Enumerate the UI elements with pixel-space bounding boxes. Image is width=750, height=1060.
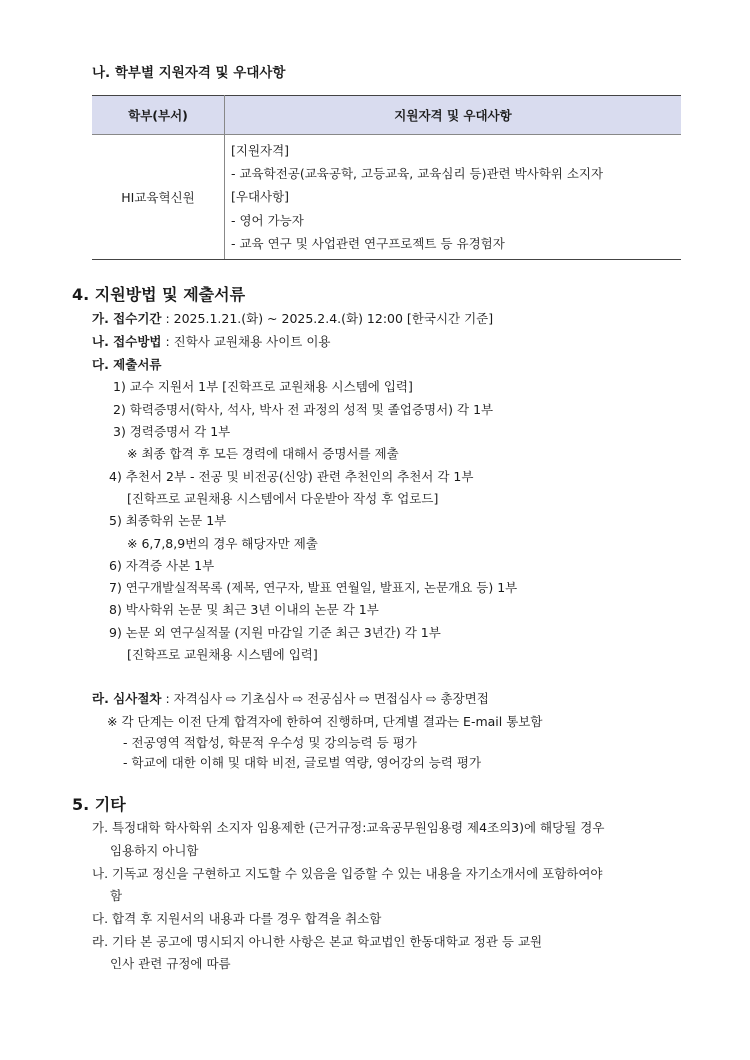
misc-item-continued: 함 xyxy=(110,888,123,903)
document-item: 8) 박사학위 논문 및 최근 3년 이내의 논문 각 1부 xyxy=(109,602,379,617)
documents-label: 다. 제출서류 xyxy=(92,357,162,372)
submission-method-text: : 진학사 교원채용 사이트 이용 xyxy=(165,334,331,349)
review-procedure-text: : 자격심사 ⇨ 기초심사 ⇨ 전공심사 ⇨ 면접심사 ⇨ 총장면접 xyxy=(165,691,489,706)
misc-item: 다. 합격 후 지원서의 내용과 다를 경우 합격을 취소함 xyxy=(92,911,382,926)
table-header-dept: 학부(부서) xyxy=(92,96,225,135)
misc-item: 라. 기타 본 공고에 명시되지 아니한 사항은 본교 학교법인 한동대학교 정관 등 교원 xyxy=(92,934,543,949)
table-header-qualifications: 지원자격 및 우대사항 xyxy=(225,96,682,135)
qualification-table xyxy=(92,95,681,260)
review-note: - 학교에 대한 이해 및 대학 비전, 글로벌 역량, 영어강의 능력 평가 xyxy=(123,755,482,770)
misc-item: 가. 특정대학 학사학위 소지자 임용제한 (근거규정:교육공무원임용령 제4조의3)에 해당될 경우 xyxy=(92,820,605,835)
section-heading-qualifications: 나. 학부별 지원자격 및 우대사항 xyxy=(92,65,286,81)
qualification-line: [지원자격] xyxy=(231,143,290,158)
qualification-line: - 교육학전공(교육공학, 고등교육, 교육심리 등)관련 박사학위 소지자 xyxy=(231,166,604,182)
document-item: 7) 연구개발실적목록 (제목, 연구자, 발표 연월일, 발표지, 논문개요 등) 1부 xyxy=(109,580,518,595)
document-item: 3) 경력증명서 각 1부 xyxy=(113,424,231,439)
qualification-line: - 교육 연구 및 사업관련 연구프로젝트 등 유경험자 xyxy=(231,235,505,251)
misc-item-continued: 임용하지 아니함 xyxy=(110,843,199,858)
misc-item-continued: 인사 관련 규정에 따름 xyxy=(110,956,231,971)
document-item: 6) 자격증 사본 1부 xyxy=(109,558,215,573)
submission-method-label: 나. 접수방법 xyxy=(92,334,162,349)
document-note: [진학프로 교원채용 시스템에서 다운받아 작성 후 업로드] xyxy=(127,491,439,506)
review-note: ※ 각 단계는 이전 단계 합격자에 한하여 진행하며, 단계별 결과는 E-mail 통보함 xyxy=(107,714,543,729)
document-item: 5) 최종학위 논문 1부 xyxy=(109,513,227,528)
submission-period-text: : 2025.1.21.(화) ~ 2025.2.4.(화) 12:00 [한국시간 기준] xyxy=(165,311,494,326)
qualification-line: [우대사항] xyxy=(231,189,290,205)
document-item: 4) 추천서 2부 - 전공 및 비전공(신앙) 관련 추천인의 추천서 각 1부 xyxy=(109,469,474,484)
table-cell-dept: HI교육혁신원 xyxy=(92,135,225,260)
submission-period-label: 가. 접수기간 xyxy=(92,311,162,326)
table-header-row xyxy=(92,96,681,135)
review-note: - 전공영역 적합성, 학문적 우수성 및 강의능력 등 평가 xyxy=(123,735,417,750)
table-row xyxy=(92,135,681,260)
document-note: [진학프로 교원채용 시스템에 입력] xyxy=(127,647,318,662)
submission-method xyxy=(92,334,330,350)
table-cell-qualifications xyxy=(225,135,682,260)
review-procedure xyxy=(92,691,489,707)
document-note: ※ 최종 합격 후 모든 경력에 대해서 증명서를 제출 xyxy=(127,446,399,461)
misc-item: 나. 기독교 정신을 구현하고 지도할 수 있음을 입증할 수 있는 내용을 자기소개서에 포함하여야 xyxy=(92,866,603,881)
section-5-title: 5. 기타 xyxy=(72,795,126,814)
submission-period xyxy=(92,311,493,327)
section-4-title: 4. 지원방법 및 제출서류 xyxy=(72,285,246,304)
qualification-line: - 영어 가능자 xyxy=(231,212,304,228)
document-item: 2) 학력증명서(학사, 석사, 박사 전 과정의 성적 및 졸업증명서) 각 1부 xyxy=(113,402,494,417)
document-item: 1) 교수 지원서 1부 [진학프로 교원채용 시스템에 입력] xyxy=(113,379,413,394)
document-note: ※ 6,7,8,9번의 경우 해당자만 제출 xyxy=(127,536,318,551)
document-item: 9) 논문 외 연구실적물 (지원 마감일 기준 최근 3년간) 각 1부 xyxy=(109,625,441,640)
review-procedure-label: 라. 심사절차 xyxy=(92,691,162,706)
